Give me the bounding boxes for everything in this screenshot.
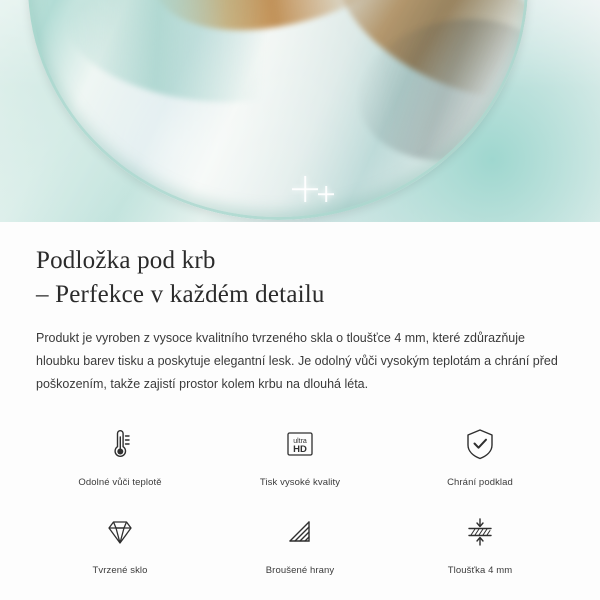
product-description-paragraph: Produkt je vyroben z vysoce kvalitního tvrzeného skla o tloušťce 4 mm, které zdůrazňuje hloubku barev tisku a poskytuje elegantní lesk. Je odolný vůči vysokým teplotám a chrání před poškozením, takže zajistí prostor kolem krbu na dlouhá léta.: [36, 331, 558, 392]
svg-text:ultra: ultra: [293, 438, 307, 446]
marble-vein: [61, 0, 335, 118]
feature-label: Chrání podklad: [447, 477, 513, 489]
hero-image: [0, 0, 600, 222]
feature-label: Tvrzené sklo: [92, 565, 148, 577]
shield-check-icon: [454, 420, 506, 468]
page-title: [36, 244, 564, 311]
feature-label: Tisk vysoké kvality: [259, 477, 341, 489]
feature-label: Tloušťka 4 mm: [447, 565, 513, 577]
page-title-line-2: – Perfekce v každém detailu: [36, 280, 325, 308]
thickness-arrows-icon: [454, 508, 506, 556]
marble-vein: [132, 0, 464, 63]
feature-item-polished-edges: [210, 508, 390, 576]
feature-item-print-quality: [210, 420, 390, 488]
feature-item-temperature: [30, 420, 210, 488]
thermometer-icon: [94, 420, 146, 468]
polished-edges-icon: [274, 508, 326, 556]
feature-label: Odolné vůči teplotě: [78, 477, 162, 489]
ultra-hd-icon: [274, 420, 326, 468]
diamond-icon: [94, 508, 146, 556]
feature-grid: [0, 420, 600, 576]
feature-item-tempered-glass: [30, 508, 210, 576]
feature-item-thickness: [390, 508, 570, 576]
svg-text:HD: HD: [293, 444, 307, 456]
feature-label: Broušené hrany: [265, 565, 335, 577]
text-content: [0, 222, 600, 396]
feature-item-protection: [390, 420, 570, 488]
page-title-line-1: Podložka pod krb: [36, 247, 216, 274]
